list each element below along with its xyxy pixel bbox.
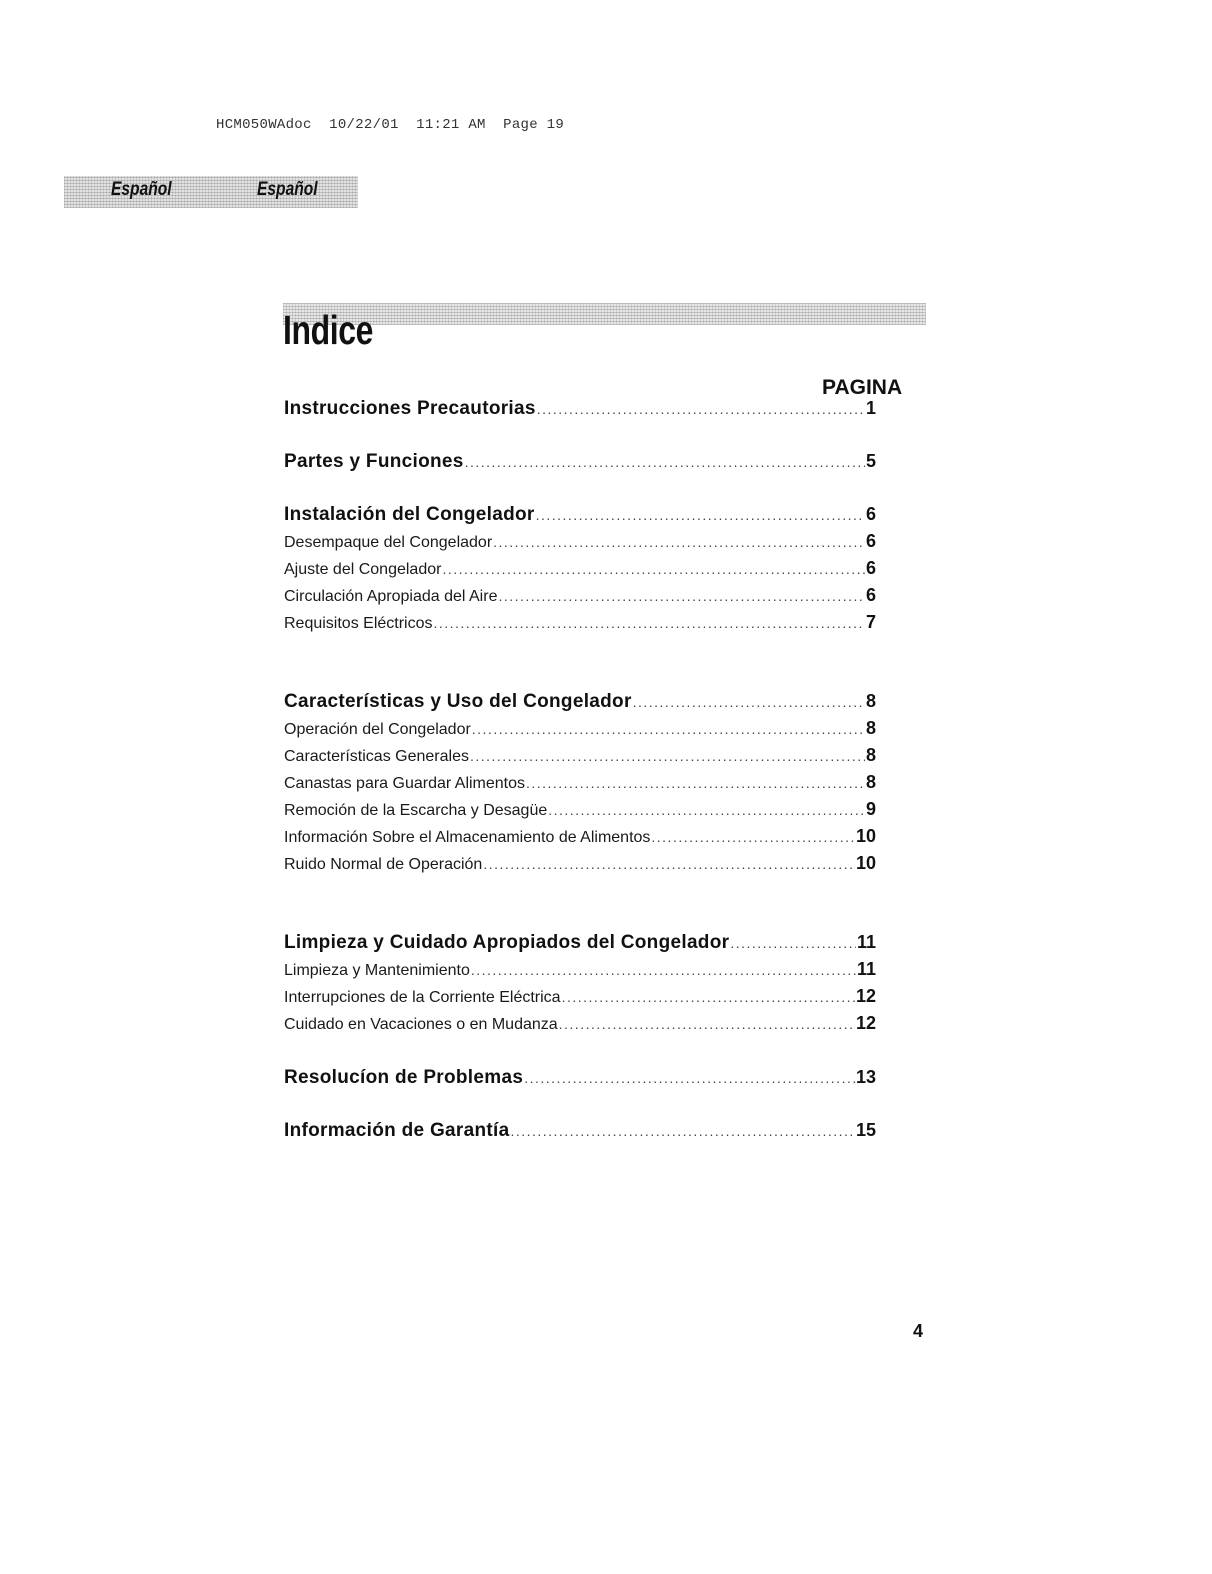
toc-entry-requisitos[interactable] [284, 612, 876, 639]
toc-entry-label: Ajuste del Congelador [284, 561, 442, 578]
dot-leader [483, 856, 855, 874]
dot-leader [730, 935, 856, 953]
page-number: 4 [913, 1321, 924, 1341]
toc-entry-partes[interactable] [284, 451, 876, 478]
toc-entry-garantia[interactable] [284, 1120, 876, 1147]
page-column-label: PAGINA [822, 376, 903, 399]
toc-entry-page: 9 [865, 799, 876, 819]
toc-entry-instrucciones[interactable] [284, 398, 876, 425]
toc-entry-page: 6 [865, 585, 876, 605]
toc-entry-page: 12 [855, 1013, 876, 1033]
toc-entry-page: 11 [856, 959, 876, 979]
toc-entry-page: 8 [865, 718, 876, 738]
toc-entry-page: 6 [865, 558, 876, 578]
toc-entry-page: 13 [855, 1067, 876, 1087]
toc-entry-page: 1 [865, 398, 876, 418]
toc-entry-problemas[interactable] [284, 1067, 876, 1094]
toc-entry-label: Instrucciones Precautorias [284, 398, 536, 419]
toc-entry-limpieza-cuidado[interactable] [284, 932, 876, 959]
toc-entry-label: Ruido Normal de Operación [284, 856, 483, 873]
toc-entry-label: Partes y Funciones [284, 451, 464, 472]
toc-entry-page: 11 [856, 932, 876, 952]
dot-leader [537, 401, 865, 419]
dot-leader [472, 721, 865, 739]
dot-leader [442, 561, 865, 579]
language-tabs [64, 176, 358, 208]
toc-entry-label: Características Generales [284, 748, 469, 765]
toc-entry-label: Desempaque del Congelador [284, 534, 493, 551]
dot-leader [548, 802, 865, 820]
toc-entry-instalacion[interactable] [284, 504, 876, 531]
toc-entry-label: Operación del Congelador [284, 721, 471, 738]
dot-leader [471, 962, 856, 980]
toc-entry-page: 15 [855, 1120, 876, 1140]
toc-entry-generales[interactable] [284, 745, 876, 772]
toc-entry-vacaciones[interactable] [284, 1013, 876, 1040]
toc-entry-label: Resolucíon de Problemas [284, 1067, 524, 1088]
toc-entry-canastas[interactable] [284, 772, 876, 799]
toc-entry-operacion[interactable] [284, 718, 876, 745]
toc-entry-page: 10 [855, 853, 876, 873]
toc-entry-label: Remoción de la Escarcha y Desagüe [284, 802, 548, 819]
toc-entry-page: 5 [865, 451, 876, 471]
language-tab: Español [111, 179, 172, 200]
dot-leader [434, 615, 865, 633]
toc-entry-label: Interrupciones de la Corriente Eléctrica [284, 989, 561, 1006]
dot-leader [470, 748, 865, 766]
dot-leader [510, 1123, 855, 1141]
toc-entry-page: 6 [865, 504, 876, 524]
toc-entry-label: Canastas para Guardar Alimentos [284, 775, 526, 792]
toc-entry-page: 12 [855, 986, 876, 1006]
dot-leader [651, 829, 855, 847]
dot-leader [559, 1016, 855, 1034]
toc-entry-page: 6 [865, 531, 876, 551]
toc-entry-page: 10 [855, 826, 876, 846]
page-title: Indice [283, 307, 374, 353]
dot-leader [493, 534, 865, 552]
toc-entry-interrupciones[interactable] [284, 986, 876, 1013]
toc-entry-label: Circulación Apropiada del Aire [284, 588, 498, 605]
toc-entry-label: Cuidado en Vacaciones o en Mudanza [284, 1016, 558, 1033]
toc-entry-label: Información de Garantía [284, 1120, 510, 1141]
toc-entry-remocion[interactable] [284, 799, 876, 826]
dot-leader [465, 454, 865, 472]
toc-entry-ruido[interactable] [284, 853, 876, 880]
toc-entry-circulacion[interactable] [284, 585, 876, 612]
dot-leader [562, 989, 855, 1007]
toc-entry-page: 7 [865, 612, 876, 632]
toc-entry-mantenimiento[interactable] [284, 959, 876, 986]
toc-entry-label: Limpieza y Cuidado Apropiados del Congelador [284, 932, 730, 953]
table-of-contents [284, 398, 876, 1147]
toc-entry-caracteristicas[interactable] [284, 691, 876, 718]
toc-entry-desempaque[interactable] [284, 531, 876, 558]
dot-leader [526, 775, 865, 793]
toc-entry-label: Requisitos Eléctricos [284, 615, 433, 632]
dot-leader [498, 588, 865, 606]
toc-entry-label: Características y Uso del Congelador [284, 691, 632, 712]
dot-leader [536, 507, 865, 525]
toc-entry-label: Información Sobre el Almacenamiento de Alimentos [284, 829, 651, 846]
file-header: HCM050WAdoc 10/22/01 11:21 AM Page 19 [216, 117, 565, 133]
toc-entry-almacenamiento[interactable] [284, 826, 876, 853]
toc-entry-label: Limpieza y Mantenimiento [284, 962, 470, 979]
dot-leader [633, 694, 865, 712]
language-tab: Español [257, 179, 318, 200]
toc-entry-page: 8 [865, 772, 876, 792]
toc-entry-page: 8 [865, 745, 876, 765]
toc-entry-page: 8 [865, 691, 876, 711]
toc-entry-ajuste[interactable] [284, 558, 876, 585]
title-underline-bar [283, 303, 926, 325]
toc-entry-label: Instalación del Congelador [284, 504, 535, 525]
dot-leader [524, 1070, 855, 1088]
